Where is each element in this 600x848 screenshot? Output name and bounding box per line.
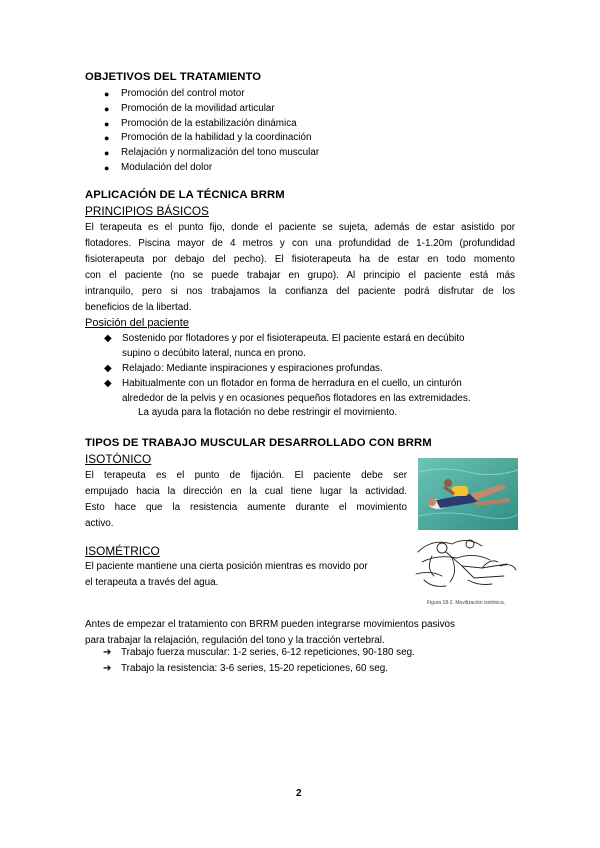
principios-paragraph: El terapeuta es el punto fijo, donde el paciente se sujeta, además de estar asistido por flotadores. Piscina mayor de 4 metros y con una profundidad de 1-1.20m (profundidad fisioterapeuta por debajo del pecho). El fisioterapeuta ha de estar en todo momento con el paciente (no se puede trabajar en grupo). Al principio el paciente está más intranquilo, pero si nos trabajamos la confianza del paciente podrá disfrutar de los beneficios de la libertad.	[85, 222, 515, 313]
posicion-note: La ayuda para la flotación no debe restringir el movimiento.	[138, 407, 398, 418]
principios-subheading: PRINCIPIOS BÁSICOS	[85, 204, 209, 218]
page-number: 2	[296, 788, 302, 799]
list-item: ◆ Habitualmente con un flotador en forma de herradura en el cuello, un cinturón alrededor de la pelvis y en ocasiones pequeños flotadores en las extremidades.	[104, 377, 471, 404]
isotonico-paragraph: El terapeuta es el punto de fijación. El paciente debe ser empujado hacia la dirección en la cual tiene lugar la actividad. Esto hace que la resistencia aumente durante el movimiento activo.	[85, 470, 407, 529]
final-paragraph: Antes de empezar el tratamiento con BRRM pueden integrarse movimientos pasivos para trabajar la relajación, regulación del tono y la tracción vertebral.	[85, 619, 455, 646]
objetivos-heading: OBJETIVOS DEL TRATAMIENTO	[85, 71, 262, 83]
list-item: ➔ Trabajo fuerza muscular: 1-2 series, 6-12 repeticiones, 90-180 seg.	[103, 647, 415, 658]
list-item: ● Promoción de la movilidad articular	[104, 102, 275, 114]
objetivos-list	[104, 87, 320, 176]
isotonico-subheading: ISOTÓNICO	[85, 452, 152, 466]
final-list	[103, 645, 415, 676]
list-item: ● Modulación del dolor	[104, 161, 213, 173]
isometrico-paragraph: El paciente mantiene una cierta posición mientras es movido por el terapeuta a través del agua.	[85, 561, 368, 588]
list-item: ➔ Trabajo la resistencia: 3-6 series, 15-20 repeticiones, 60 seg.	[103, 662, 388, 674]
list-item: ● Promoción de la estabilización dinámica	[104, 117, 297, 129]
list-item: ● Promoción de la habilidad y la coordinación	[104, 132, 312, 144]
posicion-subheading: Posición del paciente	[85, 317, 189, 329]
isometrico-subheading: ISOMÉTRICO	[85, 544, 160, 558]
list-item: ● Relajación y normalización del tono muscular	[104, 147, 320, 159]
pool-therapy-photo	[418, 458, 518, 530]
sketch-caption: Figura 18-2. Movilización isotónica.	[427, 600, 506, 606]
list-item: ● Promoción del control motor	[104, 88, 245, 99]
list-item: ◆ Relajado: Mediante inspiraciones y espiraciones profundas.	[104, 362, 383, 374]
isometric-sketch-figure	[412, 532, 522, 600]
posicion-list	[104, 332, 516, 407]
list-item: ◆ Sostenido por flotadores y por el fisioterapeuta. El paciente estará en decúbito supino o decúbito lateral, nunca en prono.	[104, 333, 465, 359]
tipos-heading: TIPOS DE TRABAJO MUSCULAR DESARROLLADO CON BRRM	[85, 437, 432, 449]
aplicacion-heading: APLICACIÓN DE LA TÉCNICA BRRM	[85, 189, 285, 201]
